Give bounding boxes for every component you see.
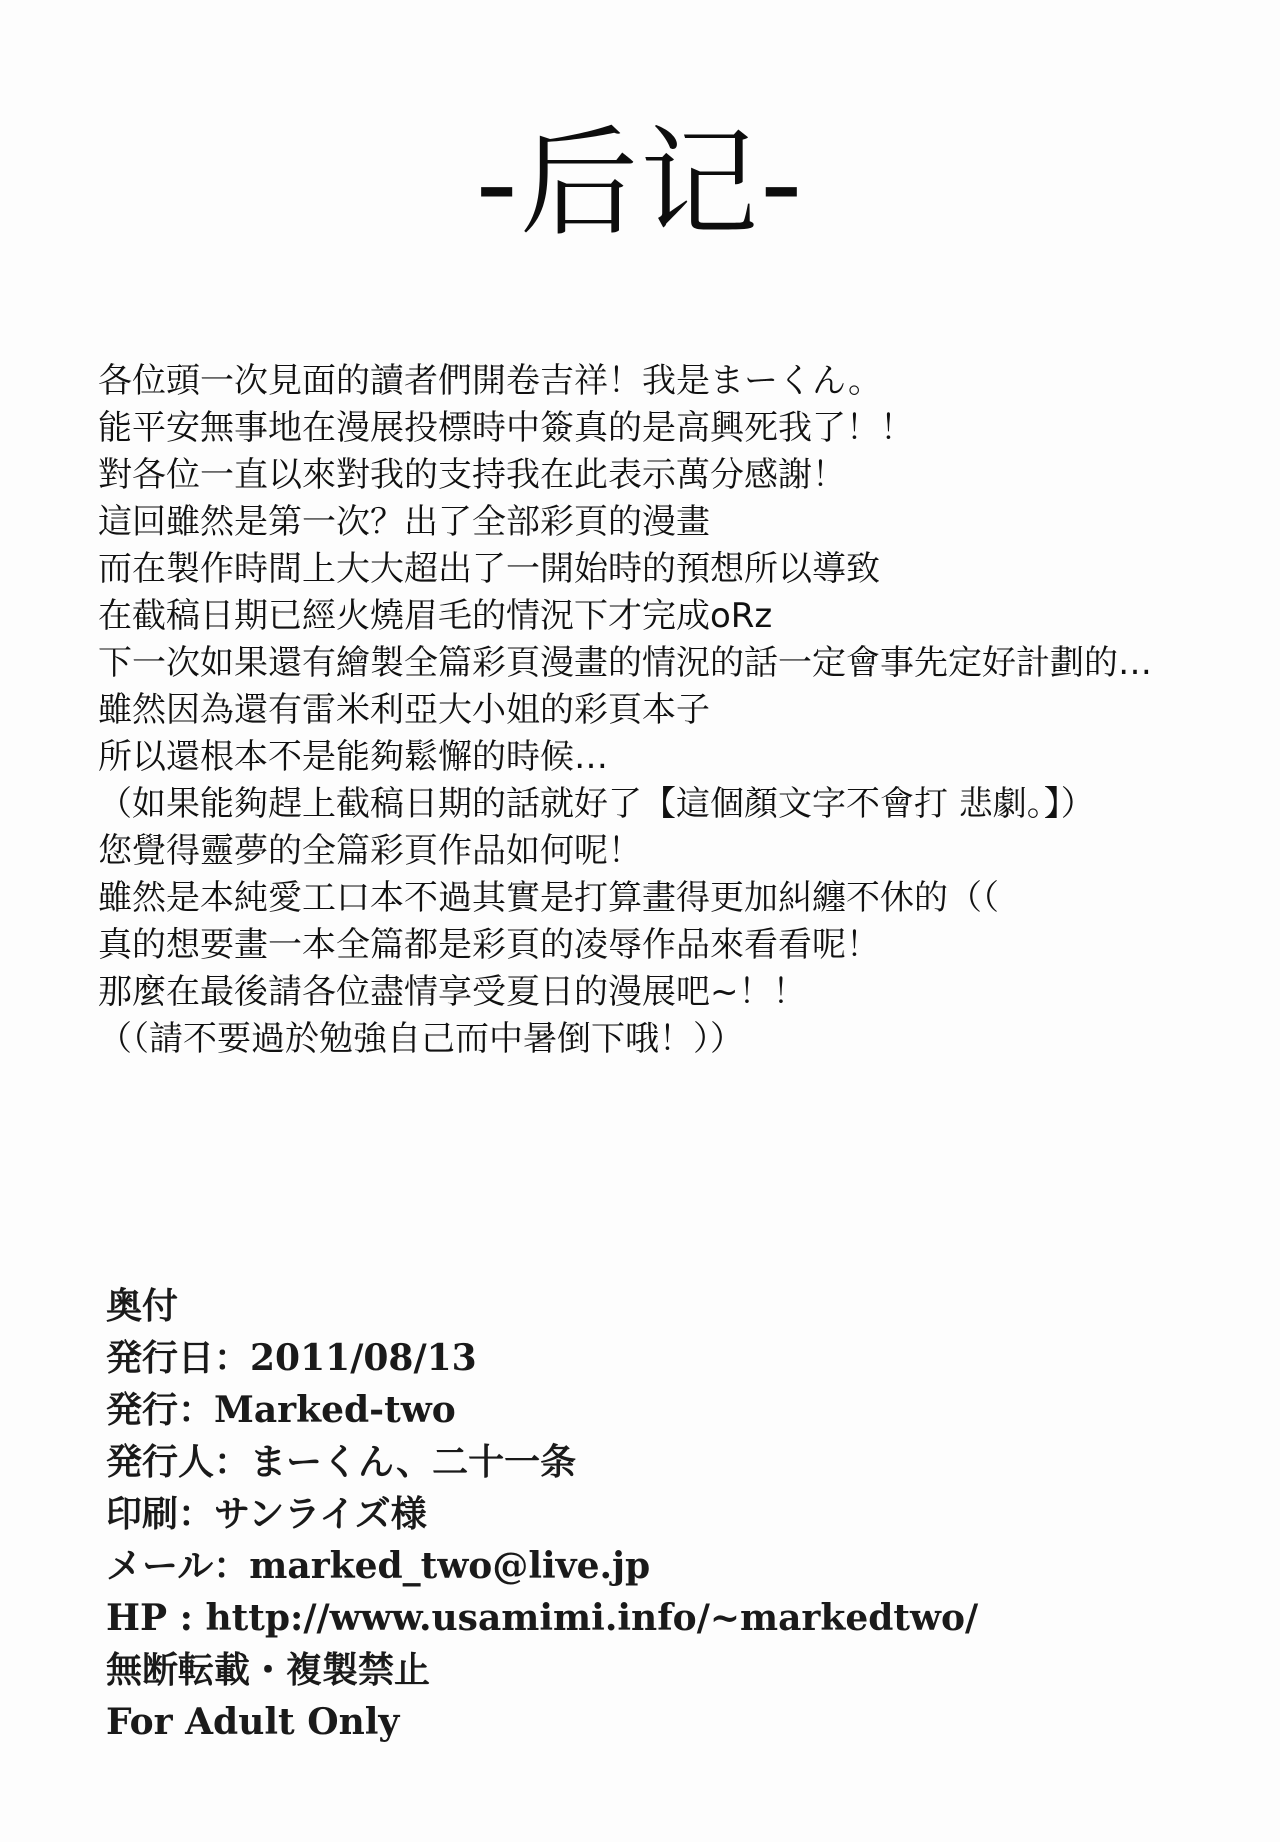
afterword-line: 您覺得靈夢的全篇彩頁作品如何呢！ [98, 831, 642, 871]
rating-notice: For Adult Only [106, 1701, 400, 1743]
afterword-line: 所以還根本不是能夠鬆懈的時候… [98, 737, 608, 777]
contact-email: メール：marked_two@live.jp [106, 1545, 651, 1587]
afterword-line: （如果能夠趕上截稿日期的話就好了【這個顏文字不會打 悲劇。】） [98, 784, 1095, 824]
publish-date: 発行日：2011/08/13 [106, 1337, 477, 1379]
page-title: -后记- [475, 114, 805, 252]
afterword-line: 各位頭一次見面的讀者們開卷吉祥！我是まーくん。 [98, 361, 883, 401]
authors: 発行人：まーくん、二十一条 [106, 1441, 577, 1483]
afterword-line: 雖然是本純愛工口本不過其實是打算畫得更加糾纏不休的（（ [98, 878, 999, 918]
colophon-heading: 奥付 [106, 1285, 179, 1327]
afterword-line: 對各位一直以來對我的支持我在此表示萬分感謝！ [98, 455, 846, 495]
afterword-text [98, 358, 1248, 1063]
afterword-line: 而在製作時間上大大超出了一開始時的預想所以導致 [98, 549, 880, 589]
afterword-line: （（請不要過於勉強自己而中暑倒下哦！）） [98, 1019, 744, 1059]
publisher: 発行：Marked-two [106, 1389, 456, 1431]
colophon [106, 1280, 1206, 1748]
afterword-line: 在截稿日期已經火燒眉毛的情況下才完成oRz [98, 596, 773, 636]
printer: 印刷：サンライズ様 [106, 1493, 427, 1535]
copyright-notice: 無断転載・複製禁止 [106, 1649, 431, 1691]
afterword-line: 雖然因為還有雷米利亞大小姐的彩頁本子 [98, 690, 710, 730]
homepage-url: HP : http://www.usamimi.info/~markedtwo/ [106, 1597, 979, 1639]
afterword-line: 能平安無事地在漫展投標時中簽真的是高興死我了！！ [98, 408, 914, 448]
afterword-line: 真的想要畫一本全篇都是彩頁的凌辱作品來看看呢！ [98, 925, 880, 965]
afterword-line: 這回雖然是第一次？出了全部彩頁的漫畫 [98, 502, 710, 542]
afterword-line: 那麼在最後請各位盡情享受夏日的漫展吧~！！ [98, 972, 807, 1012]
afterword-line: 下一次如果還有繪製全篇彩頁漫畫的情況的話一定會事先定好計劃的… [98, 643, 1152, 683]
